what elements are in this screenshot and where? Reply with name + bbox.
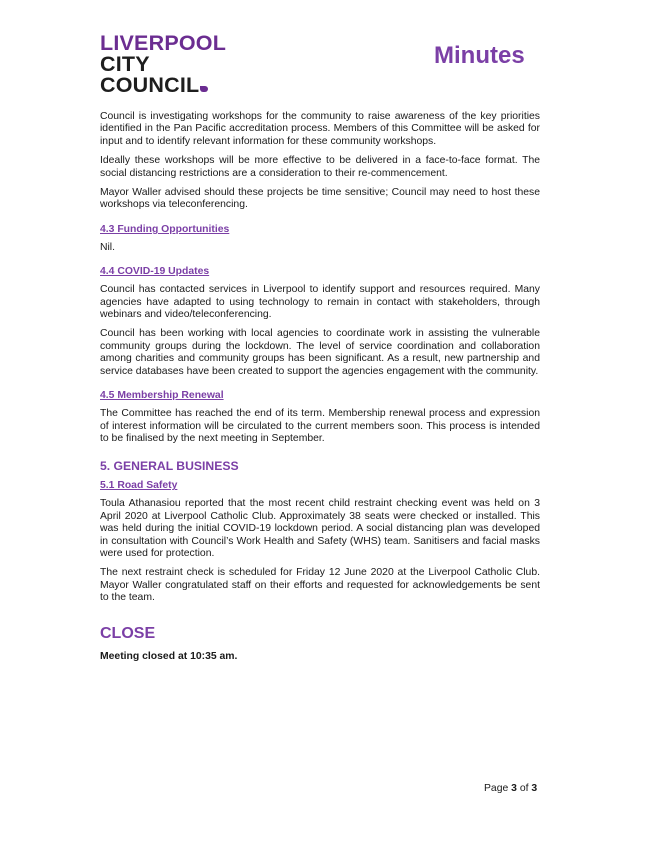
paragraph: Council has contacted services in Liverpool to identify support and resources required. Many agencies have adapted to using technology to remain in contact with stakeholders, through webinars and video/teleconferencing. <box>100 284 540 321</box>
close-statement: Meeting closed at 10:35 am. <box>100 650 238 662</box>
paragraph: Ideally these workshops will be more effective to be delivered in a face-to-face format. The social distancing restrictions are a consideration to their re-commencement. <box>100 155 540 179</box>
page-number <box>484 783 537 794</box>
logo-heart-mark-icon <box>200 86 208 92</box>
paragraph: Council is investigating workshops for the community to raise awareness of the key priorities identified in the Pan Pacific accreditation process. Members of this Committee will be asked for input and to identify relevant information for these community workshops. <box>100 111 540 147</box>
page-of: of <box>519 783 529 794</box>
subheading-funding-opportunities: 4.3 Funding Opportunities <box>100 223 230 235</box>
logo-line-1: LIVERPOOL <box>100 31 227 55</box>
paragraph: The Committee has reached the end of its term. Membership renewal process and expression of interest information will be circulated to the current members soon. This process is intended to be finalised by the next meeting in September. <box>100 408 540 444</box>
logo-line-2: CITY <box>100 52 150 76</box>
subheading-covid-updates: 4.4 COVID-19 Updates <box>100 266 210 278</box>
paragraph: The next restraint check is scheduled for Friday 12 June 2020 at the Liverpool Catholic Club. Mayor Waller congratulated staff on their efforts and requested for acknowledgements be sent to the team. <box>100 567 540 604</box>
minutes-body <box>100 111 540 670</box>
paragraph: Toula Athanasiou reported that the most recent child restraint checking event was held on 3 April 2020 at Liverpool Catholic Club. Approximately 38 seats were checked or installed. This was held during the initial COVID-19 lockdown period. A social distancing plan was developed in consultation with Council’s Work Health and Safety (WHS) team. Sanitisers and facial masks were used for protection. <box>100 498 540 559</box>
logo-line-3-text: COUNCIL <box>100 73 200 97</box>
paragraph: Nil. <box>100 241 116 253</box>
subheading-road-safety: 5.1 Road Safety <box>100 480 178 492</box>
page-total: 3 <box>531 783 538 794</box>
subheading-membership-renewal: 4.5 Membership Renewal <box>100 390 224 402</box>
paragraph: Council has been working with local agencies to coordinate work in assisting the vulnerable community groups during the lockdown. The level of service coordination and collaboration among charities and community groups has been significant. As a result, new partnership and service databases have been created to support the agencies engagement with the community. <box>100 328 540 377</box>
page-current: 3 <box>511 783 517 794</box>
close-heading: CLOSE <box>100 624 156 642</box>
paragraph: Mayor Waller advised should these projects be time sensitive; Council may need to host these workshops via teleconferencing. <box>100 187 540 211</box>
document-title: Minutes <box>434 42 525 69</box>
council-logo <box>100 33 235 97</box>
section-heading-general-business: 5. GENERAL BUSINESS <box>100 459 239 474</box>
page-word: Page <box>484 783 509 794</box>
logo-line-3 <box>100 75 235 96</box>
